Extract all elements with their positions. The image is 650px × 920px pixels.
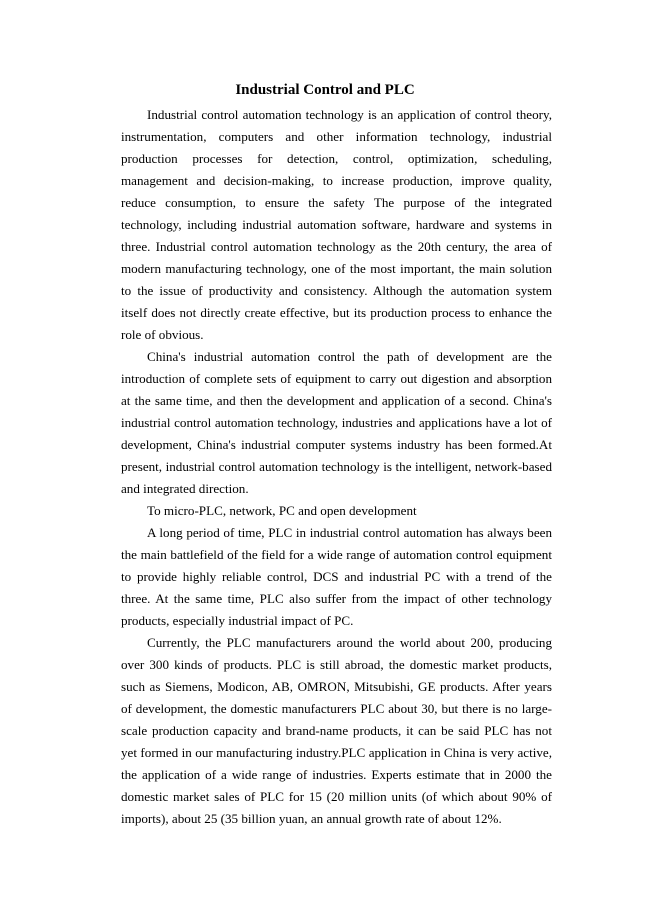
paragraph-plc-history: A long period of time, PLC in industrial control automation has always been the main battlefield of the field for a wide range of automation control equipment to provide highly reliable control, DCS and industrial PC with a trend of the three. At the same time, PLC also suffer from the impact of other technology products, especially industrial impact of PC. [121,525,552,628]
paragraph-china-development: China's industrial automation control the path of development are the introduction of complete sets of equipment to carry out digestion and absorption at the same time, and then the development and application of a second. China's industrial control automation technology, industries and applications have a lot of development, China's industrial computer systems industry has been formed.At present, industrial control automation technology is the intelligent, network-based and integrated direction. [121,349,552,496]
document-title: Industrial Control and PLC [235,82,415,98]
paragraph-micro-plc-heading: To micro-PLC, network, PC and open development [147,503,417,518]
document-body [121,104,552,830]
paragraph-plc-manufacturers: Currently, the PLC manufacturers around the world about 200, producing over 300 kinds of products. PLC is still abroad, the domestic market products, such as Siemens, Modicon, AB, OMRON, Mitsubishi, GE products. After years of development, the domestic manufacturers PLC about 30, but there is no large-scale production capacity and brand-name products, it can be said PLC has not yet formed in our manufacturing industry.PLC application in China is very active, the application of a wide range of industries. Experts estimate that in 2000 the domestic market sales of PLC for 15 (20 million units (of which about 90% of imports), about 25 (35 billion yuan, an annual growth rate of about 12%. [121,635,552,826]
paragraph-industrial-control-intro: Industrial control automation technology is an application of control theory, instrumentation, computers and other information technology, industrial production processes for detection, control, optimization, scheduling, management and decision-making, to increase production, improve quality, reduce consumption, to ensure the safety The purpose of the integrated technology, including industrial automation software, hardware and systems in three. Industrial control automation technology as the 20th century, the area of modern manufacturing technology, one of the most important, the main solution to the issue of productivity and consistency. Although the automation system itself does not directly create effective, but its production process to enhance the role of obvious. [121,107,552,342]
